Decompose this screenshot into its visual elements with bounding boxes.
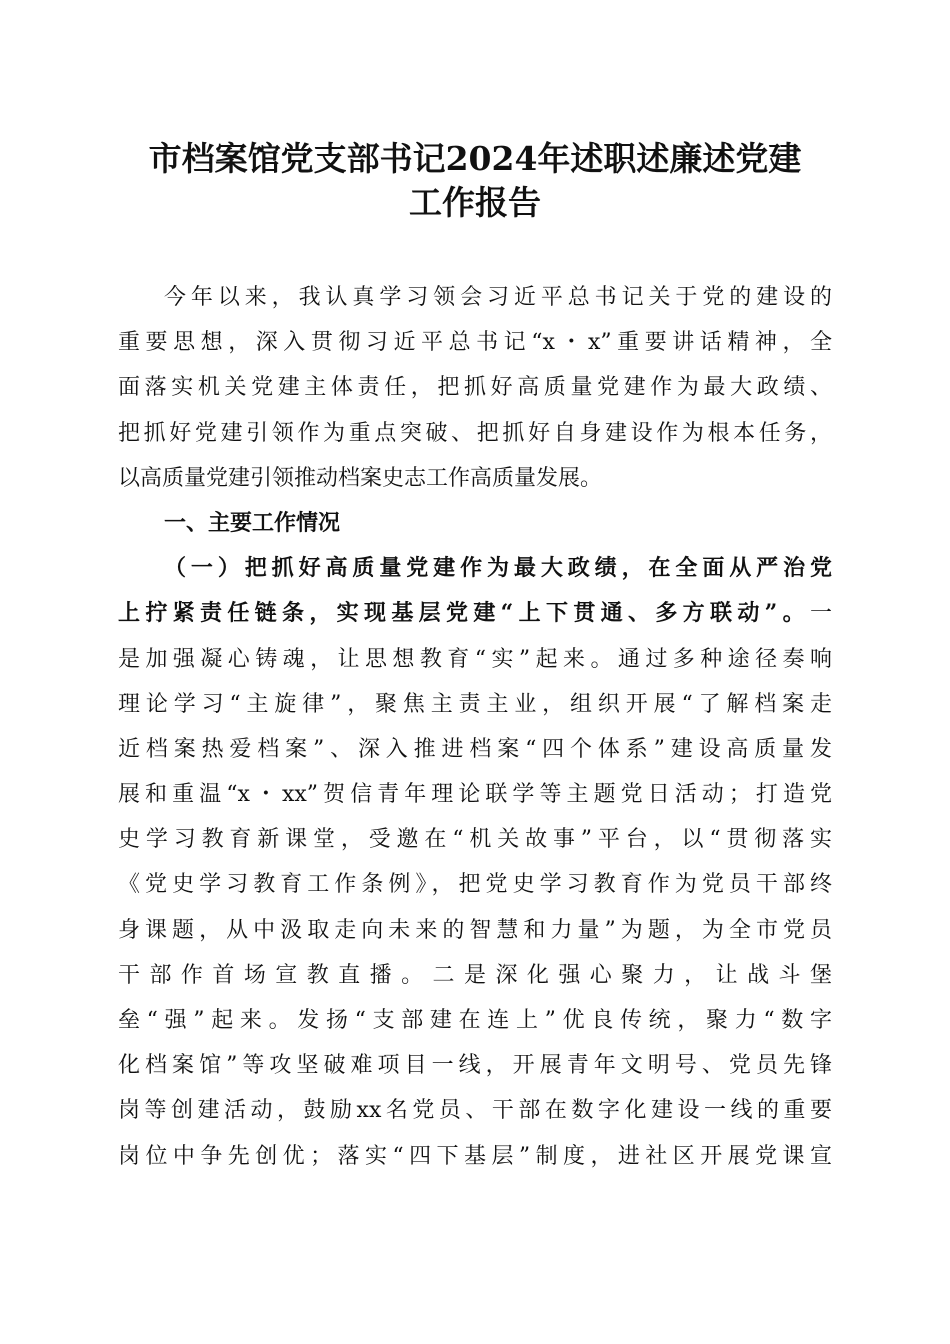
paragraph-line: 展和重温“x・xx”贺信青年理论联学等主题党日活动；打造党: [118, 782, 832, 808]
subsection-heading-line: （一）把抓好高质量党建作为最大政绩，在全面从严治党: [164, 555, 832, 582]
document-title: [100, 137, 850, 225]
section-1-paragraph: [118, 546, 832, 1179]
subsection-heading-line-2: [118, 591, 832, 636]
paragraph-line: 理论学习“主旋律”，聚焦主责主业，组织开展“了解档案走: [118, 691, 832, 717]
paragraph-line: 近档案热爱档案”、深入推进档案“四个体系”建设高质量发: [118, 736, 832, 762]
paragraph-start: 一: [809, 601, 832, 627]
intro-line: 以高质量党建引领推动档案史志工作高质量发展。: [118, 465, 603, 491]
intro-line: 重要思想，深入贯彻习近平总书记“x・x”重要讲话精神，全: [118, 330, 832, 356]
paragraph-line: 干部作首场宣教直播。二是深化强心聚力，让战斗堡: [118, 962, 832, 988]
paragraph-line: 垒“强”起来。发扬“支部建在连上”优良传统，聚力“数字: [118, 1008, 832, 1033]
paragraph-line: 岗位中争先创优；落实“四下基层”制度，进社区开展党课宣: [118, 1143, 832, 1169]
paragraph-line: 史学习教育新课堂，受邀在“机关故事”平台，以“贯彻落实: [118, 827, 832, 853]
paragraph-line: 《党史学习教育工作条例》，把党史学习教育作为党员干部终: [118, 872, 832, 898]
intro-line: 今年以来，我认真学习领会习近平总书记关于党的建设的: [164, 285, 832, 310]
paragraph-line: 岗等创建活动，鼓励xx名党员、干部在数字化建设一线的重要: [118, 1098, 832, 1124]
document-body: [118, 275, 832, 1179]
section-heading: 一、主要工作情况: [164, 510, 341, 536]
intro-line: 把抓好党建引领作为重点突破、把抓好自身建设作为根本任务，: [118, 420, 832, 446]
title-line-2: 工作报告: [409, 183, 541, 222]
intro-paragraph: [118, 275, 832, 501]
subsection-heading-tail: 上拧紧责任链条，实现基层党建“上下贯通、多方联动”。: [118, 600, 810, 627]
title-line-1: 市档案馆党支部书记2024年述职述廉述党建: [148, 139, 802, 178]
paragraph-line: 是加强凝心铸魂，让思想教育“实”起来。通过多种途径奏响: [118, 646, 832, 672]
intro-line: 面落实机关党建主体责任，把抓好高质量党建作为最大政绩、: [118, 375, 832, 401]
paragraph-line: 身课题，从中汲取走向未来的智慧和力量”为题，为全市党员: [118, 917, 832, 943]
paragraph-line: 化档案馆”等攻坚破难项目一线，开展青年文明号、党员先锋: [118, 1053, 832, 1079]
